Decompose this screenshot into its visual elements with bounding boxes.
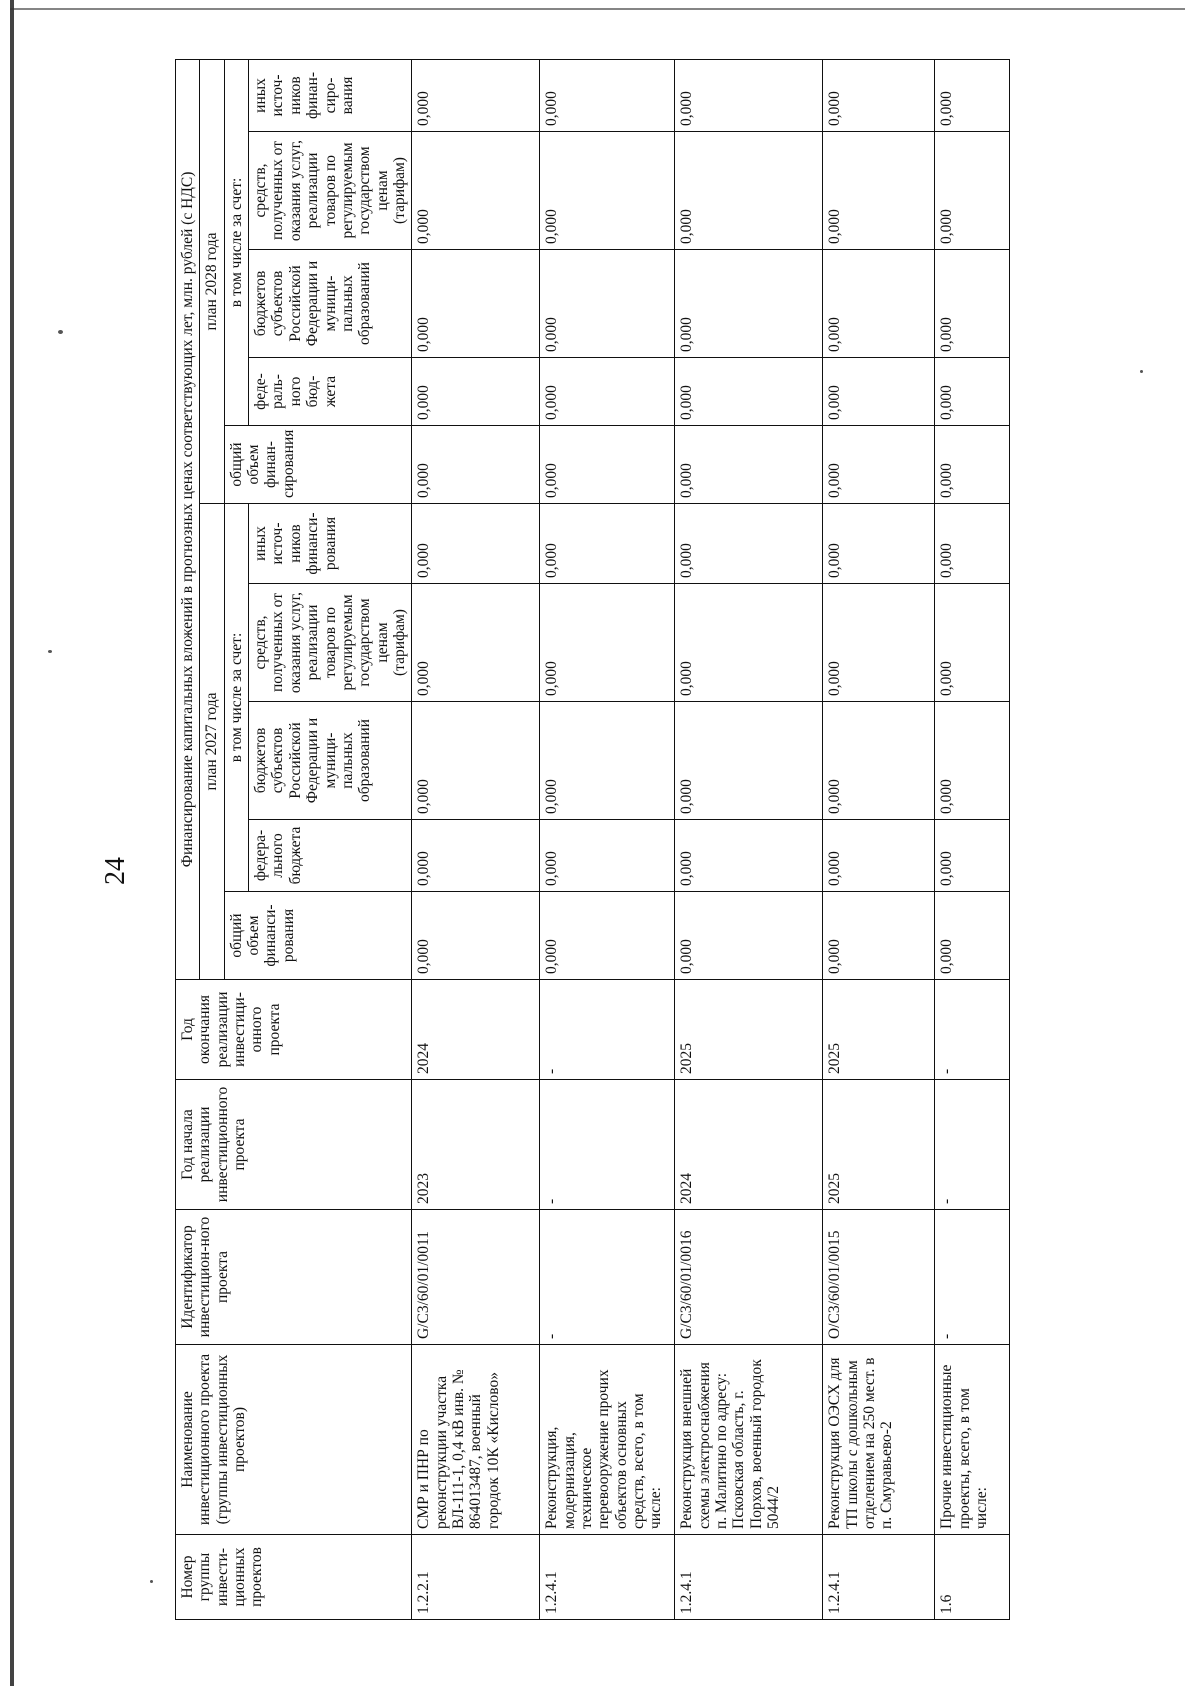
row-id: G/С3/60/01/0011 [412, 1210, 540, 1345]
header-plan-2028: план 2028 года [200, 59, 224, 503]
row-id: - [540, 1210, 675, 1345]
value-cell: 0,000 [675, 250, 823, 358]
header-name: Наименование инвестиционного проекта (группы инвестиционных проектов) [176, 1345, 412, 1535]
value-cell: 0,000 [540, 426, 675, 504]
value-cell: 0,000 [412, 892, 540, 980]
row-id: О/С3/60/01/0015 [823, 1210, 935, 1345]
scan-edge-top [10, 8, 1185, 10]
row-id: - [935, 1210, 1010, 1345]
header-tariff-2027: средств, полученных от оказания услуг, реализации товаров по регулируемым государством ценам (тарифам) [249, 584, 412, 702]
header-tariff-2028: средств, полученных от оказания услуг, реализации товаров по регулируемым государством ценам (тарифам) [249, 132, 412, 250]
value-cell: 0,000 [540, 504, 675, 584]
row-id: G/С3/60/01/0016 [675, 1210, 823, 1345]
value-cell: 0,000 [540, 59, 675, 131]
table-row [412, 59, 540, 1619]
row-number: 1.6 [935, 1535, 1010, 1620]
investment-table [175, 59, 1010, 1620]
value-cell: 0,000 [412, 584, 540, 702]
table-row [935, 59, 1010, 1619]
value-cell: 0,000 [823, 426, 935, 504]
header-including-2027: в том числе за счет: [224, 504, 248, 892]
value-cell: 0,000 [935, 426, 1010, 504]
value-cell: 0,000 [540, 132, 675, 250]
row-name: Реконструкция внешней схемы электроснабжения п. Малитино по адресу: Псковская область, г. Порхов, военный городок 5044/2 [675, 1345, 823, 1535]
value-cell: 0,000 [412, 132, 540, 250]
value-cell: 0,000 [412, 250, 540, 358]
page-number: 24 [100, 857, 131, 885]
value-cell: 0,000 [823, 820, 935, 892]
value-cell: 0,000 [823, 892, 935, 980]
value-cell: 0,000 [935, 504, 1010, 584]
value-cell: 0,000 [540, 702, 675, 820]
value-cell: 0,000 [935, 702, 1010, 820]
value-cell: 0,000 [540, 358, 675, 426]
header-federal-2028: феде-раль-ного бюд-жета [249, 358, 412, 426]
header-start-year: Год начала реализации инвестиционного проекта [176, 1080, 412, 1210]
value-cell: 0,000 [412, 702, 540, 820]
row-end-year: 2025 [823, 980, 935, 1080]
header-number: Номер группы инвести-ционных проектов [176, 1535, 412, 1620]
value-cell: 0,000 [540, 250, 675, 358]
row-number: 1.2.4.1 [540, 1535, 675, 1620]
header-regional-2028: бюджетов субъектов Российской Федерации и муници-пальных образований [249, 250, 412, 358]
value-cell: 0,000 [675, 892, 823, 980]
row-number: 1.2.2.1 [412, 1535, 540, 1620]
value-cell: 0,000 [823, 358, 935, 426]
header-other-2028: иных источ-ников финан-сиро-вания [249, 59, 412, 131]
header-other-2027: иных источ-ников финанси-рования [249, 504, 412, 584]
table-row [675, 59, 823, 1619]
header-financing: Финансирование капитальных вложений в прогнозных ценах соответствующих лет, млн. рублей (с НДС) [176, 59, 200, 979]
value-cell: 0,000 [412, 820, 540, 892]
scan-speck [48, 650, 52, 653]
value-cell: 0,000 [823, 132, 935, 250]
value-cell: 0,000 [412, 358, 540, 426]
scan-speck [150, 1580, 153, 1583]
header-including-2028: в том числе за счет: [224, 59, 248, 425]
scan-edge [10, 0, 14, 1686]
value-cell: 0,000 [540, 584, 675, 702]
row-name: СМР и ПНР по реконструкции участка ВЛ-111-1, 0,4 кВ инв. № 864013487, военный городок 10К «Кислово» [412, 1345, 540, 1535]
rotated-table-container [175, 71, 1200, 1620]
value-cell: 0,000 [412, 59, 540, 131]
value-cell: 0,000 [675, 132, 823, 250]
row-name: Прочие инвестиционные проекты, всего, в том числе: [935, 1345, 1010, 1535]
row-name: Реконструкция, модернизация, техническое перевооружение прочих объектов основных средств, всего, в том числе: [540, 1345, 675, 1535]
header-total-2028: общий объем финан-сирования [224, 426, 412, 504]
row-end-year: - [935, 980, 1010, 1080]
header-plan-2027: план 2027 года [200, 504, 224, 980]
value-cell: 0,000 [823, 584, 935, 702]
table-row [540, 59, 675, 1619]
value-cell: 0,000 [935, 892, 1010, 980]
value-cell: 0,000 [675, 820, 823, 892]
row-end-year: 2024 [412, 980, 540, 1080]
row-start-year: 2025 [823, 1080, 935, 1210]
value-cell: 0,000 [675, 426, 823, 504]
scan-speck [1140, 370, 1143, 373]
value-cell: 0,000 [823, 59, 935, 131]
value-cell: 0,000 [412, 504, 540, 584]
value-cell: 0,000 [823, 702, 935, 820]
value-cell: 0,000 [412, 426, 540, 504]
header-id: Идентификатор инвестицион-ного проекта [176, 1210, 412, 1345]
value-cell: 0,000 [935, 59, 1010, 131]
header-end-year: Год окончания реализации инвестици-онного проекта [176, 980, 412, 1080]
header-total-2027: общий объем финанси-рования [224, 892, 412, 980]
value-cell: 0,000 [823, 504, 935, 584]
row-name: Реконструкция ОЭСХ для ТП школы с дошкольным отделением на 250 мест. в п. Смуравьево-2 [823, 1345, 935, 1535]
row-start-year: - [540, 1080, 675, 1210]
row-start-year: - [935, 1080, 1010, 1210]
row-start-year: 2023 [412, 1080, 540, 1210]
value-cell: 0,000 [675, 702, 823, 820]
value-cell: 0,000 [935, 584, 1010, 702]
scan-speck [58, 330, 63, 334]
value-cell: 0,000 [935, 250, 1010, 358]
value-cell: 0,000 [540, 820, 675, 892]
row-end-year: - [540, 980, 675, 1080]
value-cell: 0,000 [675, 584, 823, 702]
row-number: 1.2.4.1 [675, 1535, 823, 1620]
value-cell: 0,000 [675, 504, 823, 584]
table-row [823, 59, 935, 1619]
value-cell: 0,000 [935, 132, 1010, 250]
value-cell: 0,000 [935, 358, 1010, 426]
value-cell: 0,000 [675, 59, 823, 131]
value-cell: 0,000 [935, 820, 1010, 892]
row-end-year: 2025 [675, 980, 823, 1080]
row-start-year: 2024 [675, 1080, 823, 1210]
value-cell: 0,000 [675, 358, 823, 426]
row-number: 1.2.4.1 [823, 1535, 935, 1620]
header-federal-2027: федера-льного бюджета [249, 820, 412, 892]
header-regional-2027: бюджетов субъектов Российской Федерации и муници-пальных образований [249, 702, 412, 820]
value-cell: 0,000 [823, 250, 935, 358]
value-cell: 0,000 [540, 892, 675, 980]
